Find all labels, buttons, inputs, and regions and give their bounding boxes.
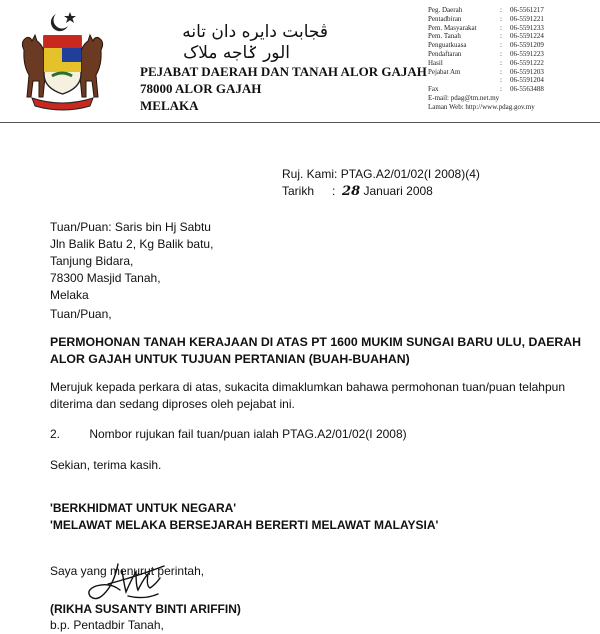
contact-email[interactable]: E-mail: pdag@tm.net.my [428, 93, 500, 102]
date-label: Tarikh [282, 184, 315, 198]
subject-heading [50, 334, 581, 368]
reference-line [282, 166, 480, 183]
contact-website[interactable]: Laman Web: http://www.pdag.gov.my [428, 102, 535, 111]
reference-value: PTAG.A2/01/02(I 2008)(4) [340, 167, 480, 181]
contact-row: Pem. Masyarakat : 06-5591233 [428, 23, 544, 32]
office-address [140, 63, 427, 114]
office-state: MELAKA [140, 98, 199, 113]
office-postcode: 78000 ALOR GAJAH [140, 81, 262, 96]
closing-line: Sekian, terima kasih. [50, 458, 162, 472]
paragraph-line: Merujuk kepada perkara di atas, sukacita dimaklumkan bahawa permohonan tuan/puan telahpun [50, 380, 565, 394]
melaka-coat-of-arms [10, 10, 115, 115]
recipient-line: Melaka [50, 288, 89, 302]
contact-row: Hasil : 06-5591222 [428, 58, 544, 67]
date-day: 28 [342, 184, 361, 199]
salutation: Tuan/Puan, [50, 307, 112, 321]
office-name: PEJABAT DAERAH DAN TANAH ALOR GAJAH [140, 64, 427, 79]
date-separator: : [332, 184, 336, 198]
recipient-line: Tanjung Bidara, [50, 254, 134, 268]
contact-row: : 06-5591204 [500, 76, 544, 85]
contact-row: Pentadbiran : 06-5591221 [428, 14, 544, 23]
date-month-year: Januari 2008 [363, 184, 433, 198]
contact-row: Peg. Daerah : 06-5561217 [428, 6, 544, 14]
recipient-line: Tuan/Puan: Saris bin Hj Sabtu [50, 220, 211, 234]
motto-line: 'MELAWAT MELAKA BERSEJARAH BERERTI MELAWAT MALAYSIA' [50, 518, 439, 532]
paragraph-number: 2. [50, 427, 61, 441]
reference-label: Ruj. Kami: [282, 167, 338, 181]
contact-row: Penguatkuasa : 06-5591209 [428, 41, 544, 50]
paragraph-2 [50, 426, 407, 443]
paragraph-1 [50, 379, 565, 413]
paragraph-line: diterima dan sedang diproses oleh pejabat ini. [50, 397, 295, 411]
signatory-role: b.p. Pentadbir Tanah, [50, 618, 164, 632]
date-line [282, 183, 433, 200]
recipient-address [50, 219, 213, 304]
subject-line: PERMOHONAN TANAH KERAJAAN DI ATAS PT 1600 MUKIM SUNGAI BARU ULU, DAERAH [50, 335, 582, 349]
contact-row: Pejabat Am : 06-5591203 [428, 67, 544, 76]
subject-line: ALOR GAJAH UNTUK TUJUAN PERTANIAN (BUAH-BUAHAN) [50, 352, 410, 366]
motto-line: 'BERKHIDMAT UNTUK NEGARA' [50, 501, 237, 515]
jawi-office-name [140, 20, 330, 62]
contact-row: Pendaftaran : 06-5591223 [428, 49, 544, 58]
letterhead-divider [0, 122, 600, 123]
contact-row: Fax : 06-5563488 [428, 85, 544, 94]
svg-text:الور ݢاجه ملاک: الور ݢاجه ملاک [183, 43, 290, 62]
contact-row: Pem. Tanah : 06-5591224 [428, 32, 544, 41]
order-line: Saya yang menurut perintah, [50, 564, 205, 578]
paragraph-text: Nombor rujukan fail tuan/puan ialah PTAG.A2/01/02(I 2008) [89, 427, 407, 441]
motto [50, 500, 438, 534]
signatory-name: (RIKHA SUSANTY BINTI ARIFFIN) [50, 602, 241, 616]
contact-directory [428, 6, 544, 112]
recipient-line: Jln Balik Batu 2, Kg Balik batu, [50, 237, 214, 251]
svg-text:ڤجابت دايره دان تانه: ڤجابت دايره دان تانه [182, 22, 328, 42]
recipient-line: 78300 Masjid Tanah, [50, 271, 161, 285]
